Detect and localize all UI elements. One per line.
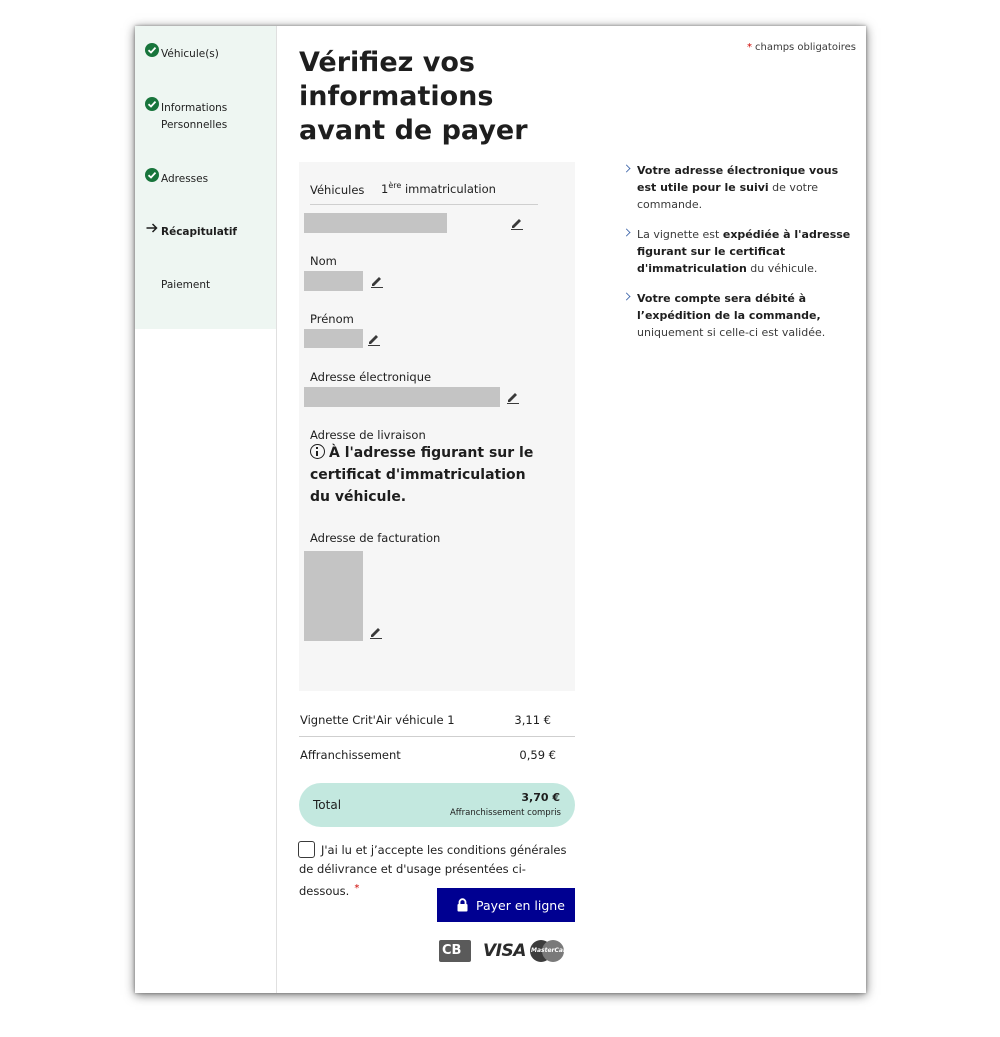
recap-panel: [299, 162, 575, 691]
email-value-redacted: [304, 387, 500, 407]
vignette-label: Vignette Crit'Air véhicule 1: [300, 713, 455, 727]
step-label: Adresses: [161, 173, 209, 185]
mastercard-logo-text: MasterCard: [531, 947, 571, 954]
info-item-email: [621, 162, 851, 213]
step-label: [161, 100, 227, 134]
chevron-right-icon: [623, 229, 631, 237]
required-fields-note: [747, 42, 856, 53]
info-text: La vignette est: [637, 228, 723, 241]
required-star: *: [746, 42, 752, 53]
total-box: [299, 783, 575, 827]
email-label: Adresse électronique: [310, 370, 432, 384]
postage-label: Affranchissement: [300, 748, 401, 762]
pay-online-button[interactable]: [437, 888, 575, 922]
facturation-value-redacted: [304, 551, 363, 641]
livraison-info-text: À l'adresse figurant sur le certificat d'immatriculation du véhicule.: [310, 445, 534, 505]
facturation-label: Adresse de facturation: [310, 531, 441, 545]
first-registration-prefix: 1: [381, 181, 389, 196]
lock-icon: [456, 898, 469, 915]
info-bold: expédiée à l'adresse figurant sur le certificat d'immatriculation: [637, 228, 851, 275]
checkout-card: [135, 26, 866, 993]
step-label-line1: Informations: [161, 102, 228, 114]
info-item-debit: [621, 290, 851, 341]
vehicle-plate-redacted: [304, 213, 447, 233]
livraison-info: [310, 442, 545, 508]
total-note: Affranchissement compris: [449, 808, 561, 818]
cb-logo-text: CB: [442, 943, 462, 958]
info-text: uniquement si celle-ci est validée.: [637, 326, 826, 339]
page-title: Vérifiez vos informations avant de payer: [299, 47, 528, 146]
info-text: de votre commande.: [637, 181, 819, 211]
info-panel: [621, 162, 851, 354]
pencil-icon[interactable]: [506, 389, 520, 403]
arrow-right-icon: [145, 221, 159, 235]
pencil-icon[interactable]: [367, 331, 381, 345]
postage-price-row: [299, 738, 575, 772]
total-value: 3,70 €: [521, 791, 560, 804]
chevron-right-icon: [623, 165, 631, 173]
step-label: Paiement: [161, 279, 211, 291]
first-registration-sup: ère: [388, 181, 402, 190]
required-note-text: champs obligatoires: [754, 42, 856, 53]
info-item-delivery: [621, 226, 851, 277]
pay-button-label: Payer en ligne: [476, 898, 565, 913]
livraison-label: Adresse de livraison: [310, 428, 426, 442]
postage-value: 0,59 €: [519, 748, 556, 762]
info-text: du véhicule.: [746, 262, 818, 275]
vehicles-divider: [310, 204, 538, 205]
pencil-icon[interactable]: [510, 215, 524, 229]
pencil-icon[interactable]: [369, 624, 383, 638]
first-registration-label: [381, 181, 496, 196]
info-icon: [310, 444, 325, 459]
nom-value-redacted: [304, 271, 363, 291]
cb-logo: [439, 940, 471, 962]
prenom-value-redacted: [304, 329, 363, 348]
price-divider: [299, 736, 575, 737]
first-registration-suffix: immatriculation: [401, 181, 496, 196]
cgu-checkbox[interactable]: [298, 841, 315, 858]
check-circle-icon: [145, 97, 159, 111]
chevron-right-icon: [623, 293, 631, 301]
info-bold: Votre adresse électronique vous est utile pour le suivi: [637, 164, 839, 194]
step-label-line2: Personnelles: [161, 119, 228, 131]
nom-label: Nom: [310, 254, 337, 268]
check-circle-icon: [145, 43, 159, 57]
vehicles-label: Véhicules: [310, 183, 365, 197]
sidebar-divider: [276, 26, 277, 993]
cgu-text: J'ai lu et j’accepte les conditions générales de délivrance et d'usage présentées ci-dessous.: [299, 843, 567, 898]
steps-sidebar: [135, 26, 276, 329]
required-star: *: [354, 883, 360, 894]
prenom-label: Prénom: [310, 312, 354, 326]
info-bold: Votre compte sera débité à l’expédition de la commande,: [637, 292, 821, 322]
vignette-value: 3,11 €: [514, 713, 551, 727]
check-circle-icon: [145, 168, 159, 182]
visa-logo: VISA: [483, 941, 526, 961]
total-label: Total: [313, 798, 342, 812]
vignette-price-row: [299, 703, 575, 737]
step-label: Récapitulatif: [161, 226, 237, 238]
step-label: Véhicule(s): [161, 48, 219, 60]
mastercard-logo: [530, 940, 571, 962]
pencil-icon[interactable]: [370, 273, 384, 287]
